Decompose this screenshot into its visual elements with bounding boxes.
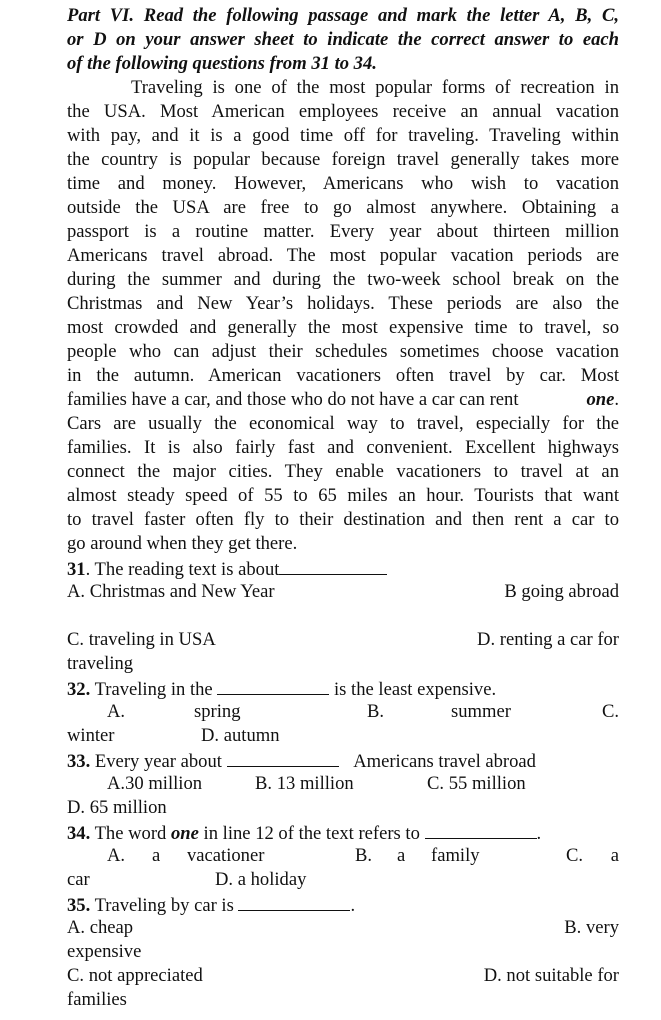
question-text: Americans travel abroad (353, 751, 536, 772)
option-c: C. 55 million (427, 773, 526, 794)
passage-line: to travel faster often fly to their destination and then rent a car to (67, 509, 619, 530)
question-number: 31 (67, 559, 86, 580)
passage-line: passport is a routine matter. Every year about thirteen million (67, 221, 619, 242)
question-35 (67, 892, 619, 1012)
period: . (350, 895, 356, 916)
header-line-2: or D on your answer sheet to indicate the correct answer to each (67, 29, 619, 50)
section-header (67, 4, 619, 76)
option-a: A. Christmas and New Year (67, 581, 275, 602)
question-34 (67, 820, 619, 892)
passage-line: the USA. Most American employees receive an annual vacation (67, 101, 619, 122)
option-b-continued: expensive (67, 941, 142, 962)
option-c: C. traveling in USA (67, 629, 216, 650)
question-text: Every year about (94, 751, 222, 772)
option-row (67, 844, 619, 868)
option-d-continued: families (67, 989, 127, 1010)
question-32 (67, 676, 619, 748)
option-a: A.30 million (107, 773, 203, 794)
option-row (67, 772, 619, 796)
passage-line-text: families have a car, and those who do not have a car can rent (67, 389, 519, 410)
option-b: B. 13 million (255, 773, 354, 794)
option-b: B going abroad (504, 581, 619, 602)
passage-line: Americans travel abroad. The most popular vacation periods are (67, 245, 619, 266)
answer-blank (217, 676, 329, 695)
option-row (67, 700, 619, 724)
passage-line: the country is popular because foreign travel generally takes more (67, 149, 619, 170)
option-c-letter: C. (601, 701, 619, 722)
option-a: vacationer (187, 845, 265, 866)
option-c-letter: C. (566, 845, 584, 866)
option-d: D. a holiday (215, 869, 307, 890)
option-d-continued: traveling (67, 653, 134, 674)
passage-line: go around when they get there. (67, 533, 298, 554)
passage-line: outside the USA are free to go almost anywhere. Obtaining a (67, 197, 619, 218)
question-stem (67, 748, 619, 772)
passage-line: Christmas and New Year’s holidays. These periods are also the (67, 293, 619, 314)
option-b: B. very (564, 917, 619, 938)
option-b-article: a (397, 845, 406, 866)
question-33 (67, 748, 619, 820)
passage-line: in the autumn. American vacationers often travel by car. Most (67, 365, 619, 386)
question-stem (67, 820, 619, 844)
answer-blank (227, 748, 339, 767)
question-31 (67, 556, 619, 676)
option-a: A. cheap (67, 917, 134, 938)
option-d: D. renting a car for (477, 629, 619, 650)
emphasized-word: one (171, 823, 199, 844)
option-c-article: a (610, 845, 619, 866)
passage-line: families. It is also fairly fast and convenient. Excellent highways (67, 437, 619, 458)
question-stem (67, 892, 619, 916)
worksheet (67, 4, 619, 1012)
option-d: D. not suitable for (483, 965, 619, 986)
option-d: D. autumn (201, 725, 280, 746)
passage-line: during the summer and during the two-week school break on the (67, 269, 619, 290)
passage-line: with pay, and it is a good time off for traveling. Traveling within (67, 125, 619, 146)
question-stem (67, 556, 619, 580)
option-row (67, 580, 619, 604)
answer-blank (238, 892, 350, 911)
option-a-article: a (152, 845, 161, 866)
passage-line: almost steady speed of 55 to 65 miles an hour. Tourists that want (67, 485, 619, 506)
question-text: Traveling by car is (94, 895, 234, 916)
option-d: D. 65 million (67, 797, 167, 818)
passage-line: Traveling is one of the most popular forms of recreation in (131, 77, 619, 98)
option-row (67, 868, 619, 892)
answer-blank (279, 556, 387, 575)
question-number: 35. (67, 895, 91, 916)
question-number: 33. (67, 751, 91, 772)
option-row (67, 724, 619, 748)
option-c: car (67, 869, 90, 890)
option-row (67, 964, 619, 988)
option-c: C. not appreciated (67, 965, 203, 986)
option-row (67, 628, 619, 652)
spacer (67, 604, 619, 628)
question-text: Traveling in the (94, 679, 213, 700)
passage-line: most crowded and generally the most expensive time to travel, so (67, 317, 619, 338)
period: . (614, 389, 619, 410)
question-stem (67, 676, 619, 700)
passage-line (67, 388, 619, 412)
question-text: is the least expensive. (333, 679, 497, 700)
passage-line: time and money. However, Americans who wish to vacation (67, 173, 619, 194)
option-b: family (431, 845, 480, 866)
emphasized-word: one (586, 389, 615, 410)
option-b-letter: B. (355, 845, 373, 866)
question-number: 32. (67, 679, 91, 700)
header-line-1: Part VI. Read the following passage and mark the letter A, B, C, (67, 5, 619, 26)
passage-line: Cars are usually the economical way to travel, especially for the (67, 413, 619, 434)
passage-line: people who can adjust their schedules sometimes choose vacation (67, 341, 619, 362)
option-a: spring (194, 701, 241, 722)
option-row (67, 916, 619, 940)
option-b: summer (451, 701, 511, 722)
header-line-3: of the following questions from 31 to 34. (67, 53, 377, 74)
period: . (536, 823, 542, 844)
option-a-letter: A. (107, 845, 126, 866)
question-text: . The reading text is about (85, 559, 280, 580)
option-b-letter: B. (367, 701, 385, 722)
question-text: The word (94, 823, 167, 844)
reading-passage (67, 76, 619, 556)
question-number: 34. (67, 823, 91, 844)
passage-line: connect the major cities. They enable vacationers to travel at an (67, 461, 619, 482)
question-text: in line 12 of the text refers to (203, 823, 420, 844)
option-c: winter (67, 725, 115, 746)
option-a-letter: A. (107, 701, 126, 722)
answer-blank (425, 820, 537, 839)
